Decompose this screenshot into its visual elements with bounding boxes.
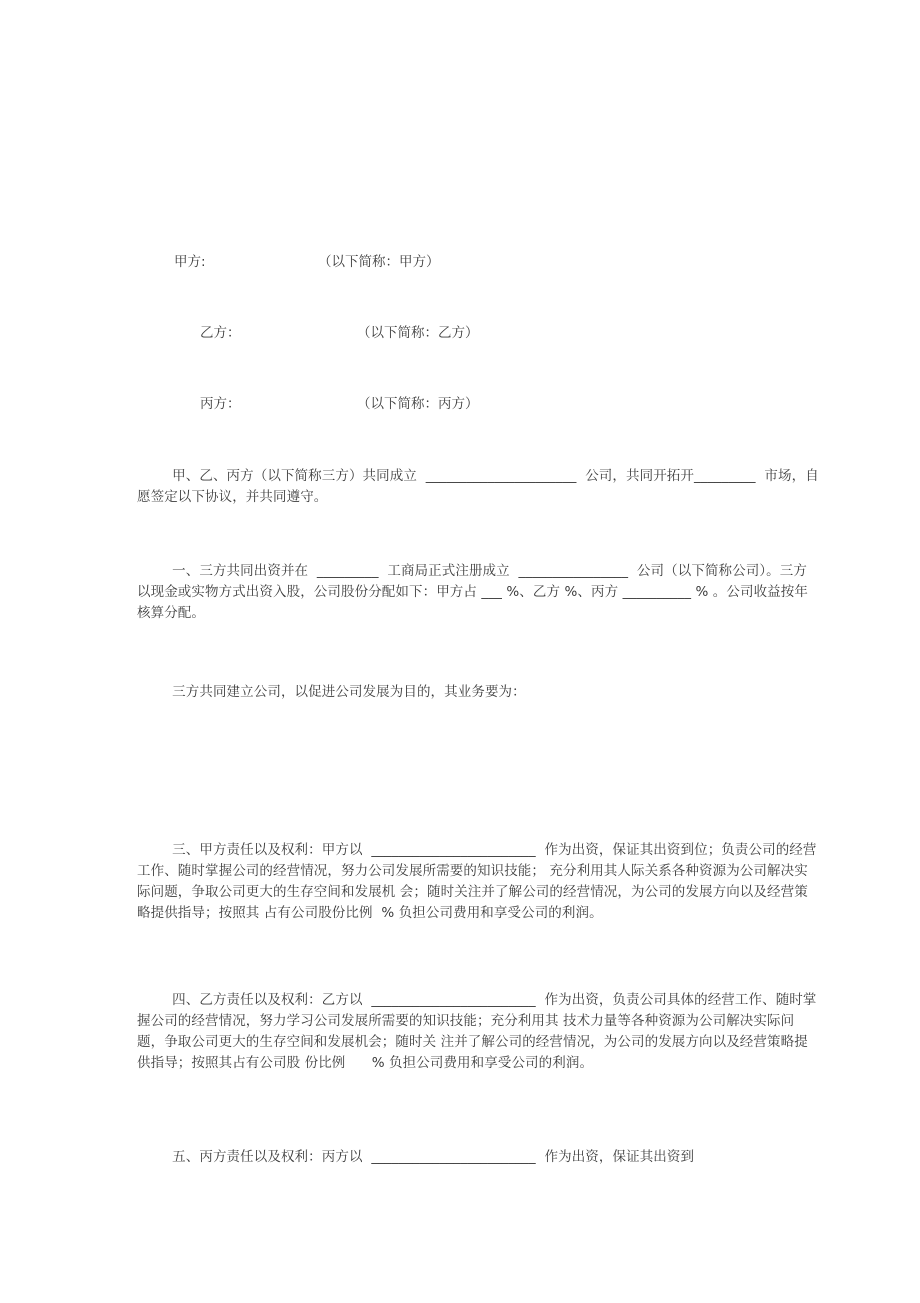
party-line-jiafang xyxy=(174,252,206,273)
party-b-alias-wrap xyxy=(357,323,479,344)
section-five-text: 五、丙方责任以及权利：丙方以 ________________________ 作为出资，保证其出资到 xyxy=(137,1149,695,1165)
section-three-text: 三、甲方责任以及权利：甲方以 ________________________ 作为出资，保证其出资到位；负责公司的经营工作、随时掌握公司的经营情况，努力公司发展所需要的知识技能； 充分利用其人际关系各种资源为公司解决实际问题，争取公司更大的生存空间和发展机 会；随时关注并了解公司的经营情况，为公司的发展方向以及经营策略提供指导；按照其 占有公司股份比例 % 负担公司费用和享受公司的利润。 xyxy=(137,842,817,921)
party-c-text: 丙方： xyxy=(200,396,241,412)
intro-paragraph xyxy=(137,466,819,508)
party-a-alias: （以下简称：甲方） xyxy=(318,254,440,270)
purpose-text: 三方共同建立公司，以促进公司发展为目的，其业务要为： xyxy=(137,684,526,700)
party-b-alias: （以下简称：乙方） xyxy=(357,325,479,341)
purpose-paragraph xyxy=(137,682,819,703)
section-four-paragraph xyxy=(137,990,819,1074)
party-b-text: 乙方： xyxy=(200,325,241,341)
section-one-paragraph xyxy=(137,561,819,624)
party-c-alias: （以下简称：丙方） xyxy=(357,396,479,412)
section-one-text: 一、三方共同出资并在 _________ 工商局正式注册成立 ________________ 公司（以下简称公司）。三方以现金或实物方式出资入股，公司股份分配如下：甲方占 ___ %、乙方 %、丙方 __________ % 。公司收益按年核算分配。 xyxy=(137,563,808,621)
section-three-paragraph xyxy=(137,840,819,924)
section-four-text: 四、乙方责任以及权利：乙方以 ________________________ 作为出资，负责公司具体的经营工作、随时掌握公司的经营情况，努力学习公司发展所需要的知识技能；充分利用其 技术力量等各种资源为公司解决实际问题，争取公司更大的生存空间和发展机会；随时关 注并了解公司的经营情况，为公司的发展方向以及经营策略提供指导；按照其占有公司股 份比例 % 负担公司费用和享受公司的利润。 xyxy=(137,992,817,1071)
intro-text: 甲、乙、丙方（以下简称三方）共同成立 ______________________ 公司，共同开拓开_________ 市场，自愿签定以下协议，并共同遵守。 xyxy=(137,468,819,505)
party-line-bingfang xyxy=(200,394,241,415)
party-a-alias-wrap xyxy=(318,252,440,273)
party-line-yifang xyxy=(200,323,241,344)
section-five-paragraph xyxy=(137,1147,819,1168)
party-a-text: 甲方: xyxy=(174,254,206,270)
party-c-alias-wrap xyxy=(357,394,479,415)
